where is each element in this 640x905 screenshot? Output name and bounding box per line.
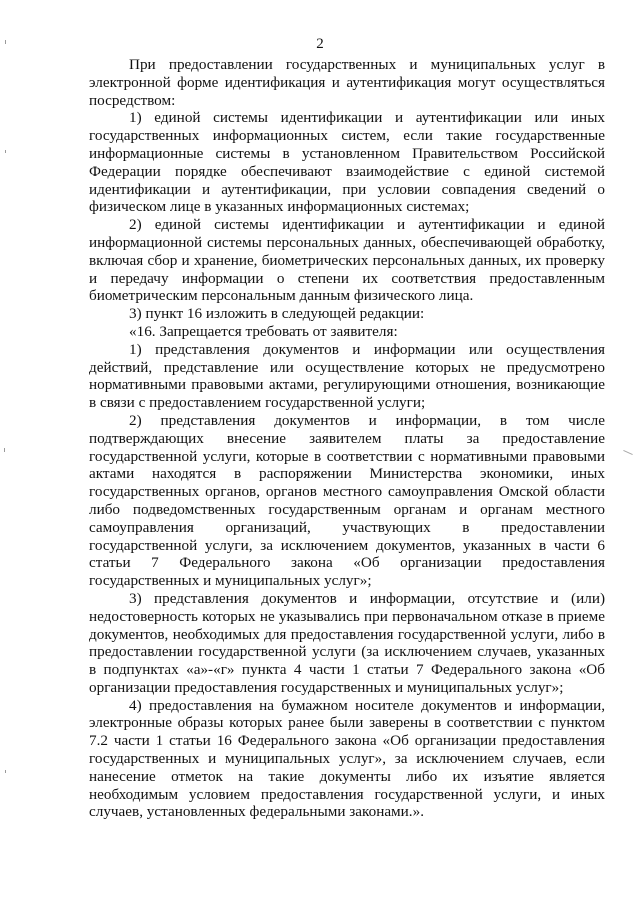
paragraph-intro: При предоставлении государственных и муниципальных услуг в электронной форме идентификация и аутентификация могут осуществляться посредством: (89, 56, 605, 109)
page-number: 2 (316, 36, 324, 52)
paragraph-item-2-biometrics: 2) единой системы идентификации и аутентификации и единой информационной системы персональных данных, обеспечивающей обработку, включая сбор и хранение, биометрических персональных данных, их проверку и передачу информации о степени их соответствия предоставленным биометрическим персональным данным физического лица. (89, 216, 605, 305)
paragraph-prohibition-4: 4) предоставления на бумажном носителе документов и информации, электронные образы которых ранее были заверены в соответствии с пунктом 7.2 части 1 статьи 16 Федерального закона «Об организации предоставления государственных и муниципальных услуг», за исключением случаев, если нанесение отметок на такие документы либо их изъятие является необходимым условием предоставления государственной услуги, и иных случаев, установленных федеральными законами.». (89, 696, 605, 821)
paragraph-item-3-amendment: 3) пункт 16 изложить в следующей редакции: (129, 305, 425, 323)
paragraph-prohibition-2: 2) представления документов и информации, в том числе подтверждающих внесение заявителем платы за предоставление государственной услуги, которые в соответствии с нормативными правовыми актами находятся в распоряжении Министерства экономики, иных государственных органов, органов местного самоуправления Омской области либо подведомственных государственным органам и органам местного самоуправления организаций, участвующих в предоставлении государственной услуги, за исключением документов, указанных в части 6 статьи 7 Федерального закона «Об организации предоставления государственных и муниципальных услуг»; (89, 411, 605, 590)
scan-mark-left-middle (4, 448, 5, 452)
paragraph-item-1-esia: 1) единой системы идентификации и аутентификации или иных государственных информационных систем, если такие государственные информационные системы в установленном Правительством Российской Федерации порядке обеспечивают взаимодействие с единой системой идентификации и аутентификации, при условии совпадения сведений о физическом лице в указанных информационных системах; (89, 109, 605, 216)
document-body (89, 56, 605, 821)
paragraph-point-16-heading: «16. Запрещается требовать от заявителя: (129, 322, 398, 340)
scan-mark-right (623, 450, 633, 455)
paragraph-prohibition-1: 1) представления документов и информации или осуществления действий, представление или осуществление которых не предусмотрено нормативными правовыми актами, регулирующими отношения, возникающие в связи с предоставлением государственной услуги; (89, 340, 605, 412)
scan-mark-left-lower (5, 770, 6, 773)
scan-mark-left-upper (5, 150, 6, 153)
paragraph-prohibition-3: 3) представления документов и информации, отсутствие и (или) недостоверность которых не указывались при первоначальном отказе в приеме документов, необходимых для предоставления государственной услуги, либо в предоставлении государственной услуги (за исключением случаев, указанных в подпунктах «а»-«г» пункта 4 части 1 статьи 7 Федерального закона «Об организации предоставления государственных и муниципальных услуг»; (89, 589, 605, 696)
